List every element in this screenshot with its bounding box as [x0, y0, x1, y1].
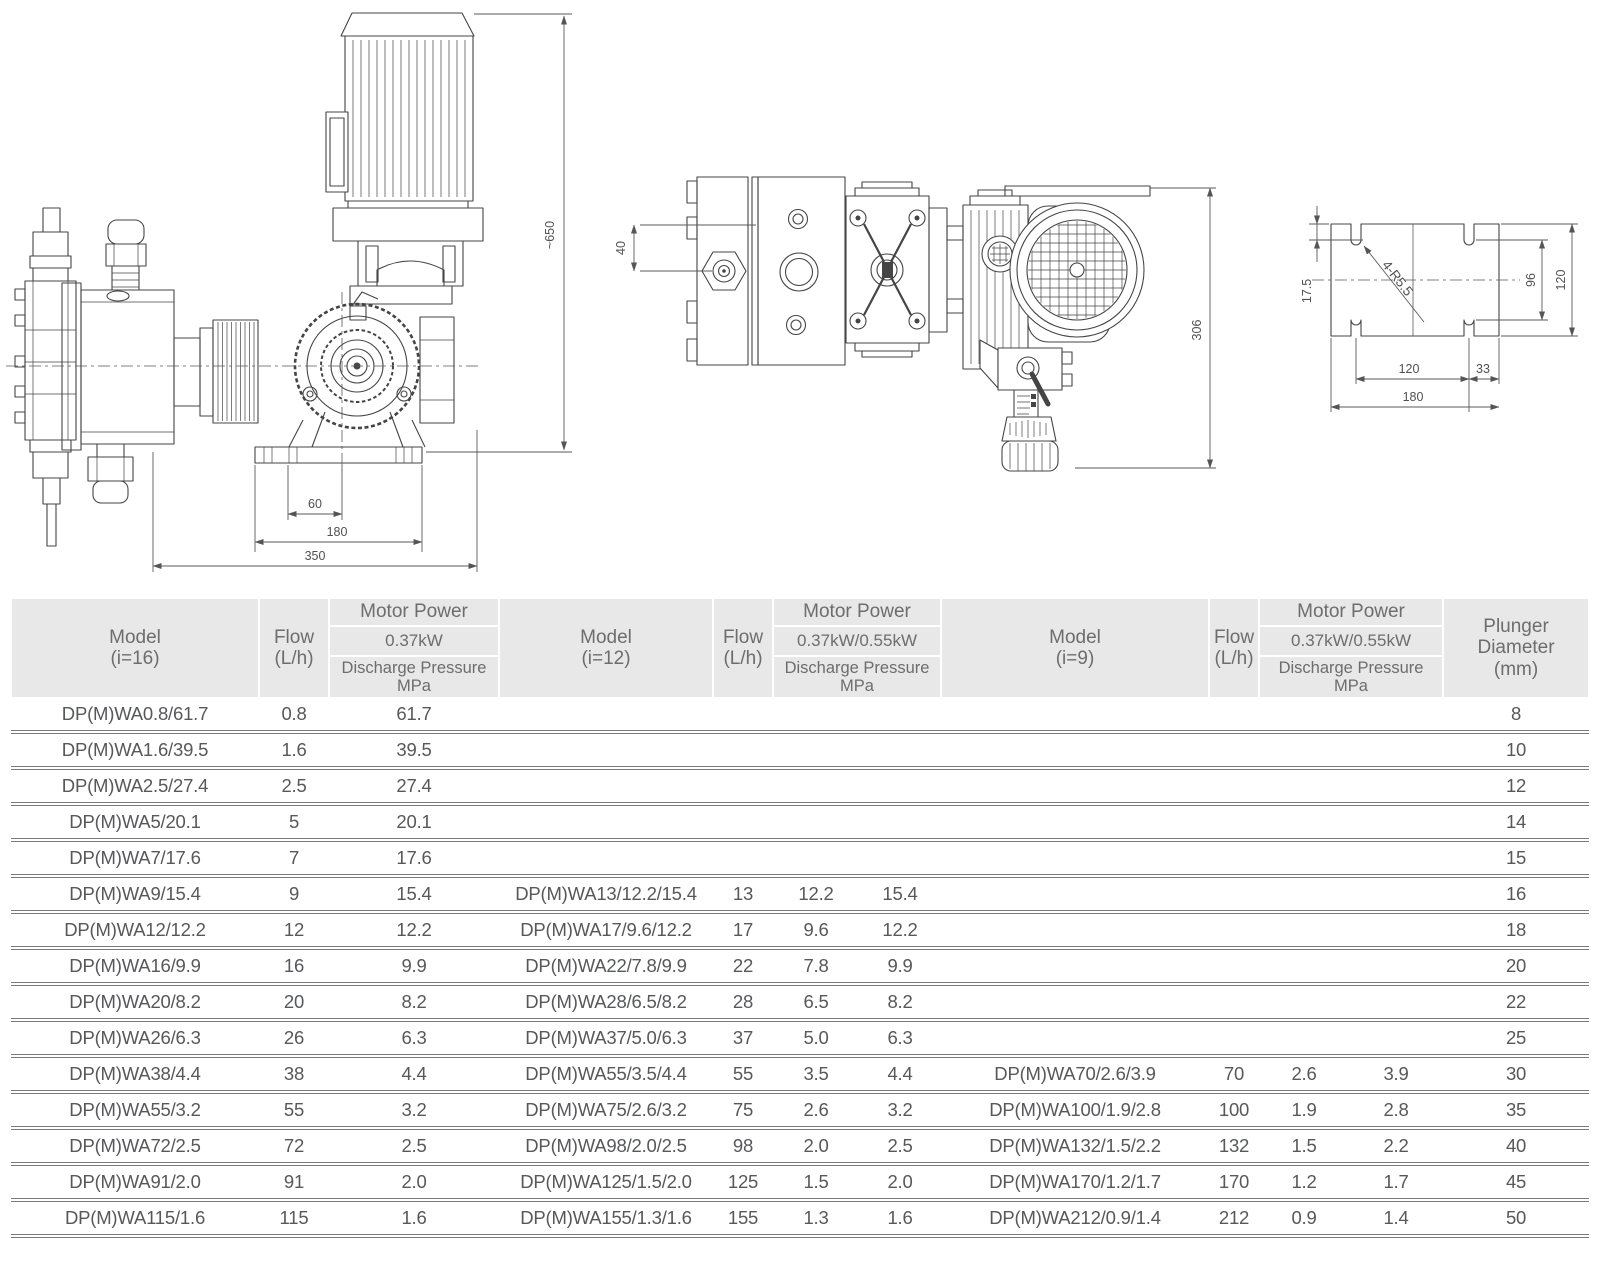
plunger-diameter: 18	[1443, 914, 1589, 950]
model-i16: DP(M)WA38/4.4	[11, 1058, 259, 1094]
table-row	[11, 698, 1589, 734]
pressure-037kw-i12	[773, 770, 859, 806]
dim-slot-span-vertical: 96	[1524, 273, 1538, 287]
flow-i12	[713, 698, 773, 734]
pressure-037kw-i12: 2.0	[773, 1130, 859, 1166]
model-i16: DP(M)WA72/2.5	[11, 1130, 259, 1166]
table-row	[11, 950, 1589, 986]
flow-i9	[1209, 878, 1259, 914]
header-model-i9-ratio: (i=9)	[1055, 648, 1095, 669]
model-i12: DP(M)WA125/1.5/2.0	[499, 1166, 713, 1202]
pressure-037kw-i16: 3.2	[329, 1094, 499, 1130]
pressure-037kw-i9	[1259, 914, 1349, 950]
flow-i12	[713, 770, 773, 806]
flow-i12: 125	[713, 1166, 773, 1202]
model-i9	[941, 698, 1209, 734]
model-i12	[499, 770, 713, 806]
flow-i16: 72	[259, 1130, 329, 1166]
pressure-037kw-i16: 2.5	[329, 1130, 499, 1166]
pressure-055kw-i9: 2.2	[1349, 1130, 1443, 1166]
model-i16: DP(M)WA7/17.6	[11, 842, 259, 878]
table-row	[11, 806, 1589, 842]
table-row	[11, 1130, 1589, 1166]
pressure-055kw-i12: 8.2	[859, 986, 941, 1022]
flow-i9	[1209, 734, 1259, 770]
model-i9: DP(M)WA132/1.5/2.2	[941, 1130, 1209, 1166]
header-discharge-i16-label: Discharge Pressure	[341, 658, 487, 677]
dim-height-overall: ~650	[543, 220, 557, 250]
flow-i12: 17	[713, 914, 773, 950]
pressure-037kw-i16: 61.7	[329, 698, 499, 734]
pressure-037kw-i16: 27.4	[329, 770, 499, 806]
model-i12	[499, 698, 713, 734]
table-row	[11, 878, 1589, 914]
header-model-i12-ratio: (i=12)	[581, 648, 631, 669]
header-motor-power-i12: Motor Power	[773, 598, 941, 626]
flow-i16: 7	[259, 842, 329, 878]
dim-base-mid: 180	[326, 525, 348, 539]
header-flow-i16-unit: (L/h)	[274, 648, 314, 669]
flow-i16: 16	[259, 950, 329, 986]
model-i16: DP(M)WA115/1.6	[11, 1202, 259, 1238]
flow-i12: 37	[713, 1022, 773, 1058]
pressure-037kw-i9	[1259, 950, 1349, 986]
flow-i16: 5	[259, 806, 329, 842]
pressure-037kw-i16: 17.6	[329, 842, 499, 878]
model-i16: DP(M)WA5/20.1	[11, 806, 259, 842]
model-i9	[941, 806, 1209, 842]
top-view-linework	[687, 177, 1150, 471]
pressure-037kw-i9	[1259, 842, 1349, 878]
plunger-diameter: 40	[1443, 1130, 1589, 1166]
header-power-i12: 0.37kW/0.55kW	[773, 626, 941, 656]
header-model-i12	[499, 598, 713, 698]
flow-i9	[1209, 806, 1259, 842]
flow-i12: 98	[713, 1130, 773, 1166]
header-model-i12-label: Model	[580, 626, 632, 648]
flow-i9: 170	[1209, 1166, 1259, 1202]
model-i9	[941, 914, 1209, 950]
dim-base-overall: 350	[304, 549, 326, 563]
flow-i9: 132	[1209, 1130, 1259, 1166]
base-plate-drawing	[1250, 180, 1600, 420]
plunger-diameter: 10	[1443, 734, 1589, 770]
header-model-i16-ratio: (i=16)	[110, 648, 160, 669]
pressure-037kw-i16: 1.6	[329, 1202, 499, 1238]
model-i9: DP(M)WA170/1.2/1.7	[941, 1166, 1209, 1202]
header-flow-i9	[1209, 598, 1259, 698]
model-i9: DP(M)WA70/2.6/3.9	[941, 1058, 1209, 1094]
pressure-055kw-i12: 6.3	[859, 1022, 941, 1058]
plunger-diameter: 20	[1443, 950, 1589, 986]
flow-i9: 212	[1209, 1202, 1259, 1238]
model-i12: DP(M)WA75/2.6/3.2	[499, 1094, 713, 1130]
dim-port-offset: 40	[614, 241, 628, 255]
pressure-037kw-i12: 2.6	[773, 1094, 859, 1130]
pressure-037kw-i16: 15.4	[329, 878, 499, 914]
flow-i9	[1209, 914, 1259, 950]
flow-i16: 91	[259, 1166, 329, 1202]
plunger-diameter: 16	[1443, 878, 1589, 914]
model-i9	[941, 770, 1209, 806]
pressure-055kw-i9	[1349, 842, 1443, 878]
pressure-055kw-i9	[1349, 878, 1443, 914]
pressure-037kw-i9: 1.2	[1259, 1166, 1349, 1202]
flow-i16: 12	[259, 914, 329, 950]
pressure-055kw-i12	[859, 698, 941, 734]
flow-i16: 9	[259, 878, 329, 914]
spec-table	[11, 598, 1589, 1238]
table-row	[11, 914, 1589, 950]
pressure-037kw-i12	[773, 698, 859, 734]
flow-i12	[713, 806, 773, 842]
flow-i16: 55	[259, 1094, 329, 1130]
table-row	[11, 986, 1589, 1022]
pressure-055kw-i12	[859, 806, 941, 842]
model-i16: DP(M)WA16/9.9	[11, 950, 259, 986]
model-i16: DP(M)WA12/12.2	[11, 914, 259, 950]
pressure-055kw-i9	[1349, 770, 1443, 806]
pressure-037kw-i9: 1.5	[1259, 1130, 1349, 1166]
pressure-037kw-i9	[1259, 1022, 1349, 1058]
header-discharge-i16-unit: MPa	[397, 677, 431, 695]
table-row	[11, 1094, 1589, 1130]
plunger-diameter: 15	[1443, 842, 1589, 878]
flow-i12: 75	[713, 1094, 773, 1130]
header-motor-power-i16: Motor Power	[329, 598, 499, 626]
model-i16: DP(M)WA26/6.3	[11, 1022, 259, 1058]
plunger-diameter: 12	[1443, 770, 1589, 806]
model-i16: DP(M)WA91/2.0	[11, 1166, 259, 1202]
pressure-037kw-i16: 12.2	[329, 914, 499, 950]
flow-i9	[1209, 986, 1259, 1022]
model-i16: DP(M)WA20/8.2	[11, 986, 259, 1022]
header-plunger-line2: Diameter	[1477, 637, 1555, 659]
front-view-drawing	[0, 0, 580, 580]
model-i12	[499, 842, 713, 878]
pressure-037kw-i9	[1259, 698, 1349, 734]
dim-slot-span-horizontal: 120	[1398, 362, 1420, 376]
header-model-i9	[941, 598, 1209, 698]
pressure-037kw-i12: 6.5	[773, 986, 859, 1022]
header-plunger-line3: (mm)	[1493, 658, 1539, 680]
plunger-diameter: 8	[1443, 698, 1589, 734]
header-flow-i9-unit: (L/h)	[1214, 648, 1254, 669]
model-i16: DP(M)WA2.5/27.4	[11, 770, 259, 806]
header-discharge-i12-label: Discharge Pressure	[784, 658, 930, 677]
pressure-037kw-i16: 20.1	[329, 806, 499, 842]
pressure-055kw-i12	[859, 734, 941, 770]
pressure-037kw-i9: 1.9	[1259, 1094, 1349, 1130]
pressure-037kw-i9: 0.9	[1259, 1202, 1349, 1238]
pressure-055kw-i12: 12.2	[859, 914, 941, 950]
model-i12: DP(M)WA13/12.2/15.4	[499, 878, 713, 914]
pressure-037kw-i9: 2.6	[1259, 1058, 1349, 1094]
pressure-055kw-i9	[1349, 734, 1443, 770]
pressure-055kw-i12: 4.4	[859, 1058, 941, 1094]
flow-i9	[1209, 698, 1259, 734]
model-i12: DP(M)WA55/3.5/4.4	[499, 1058, 713, 1094]
pressure-055kw-i9	[1349, 950, 1443, 986]
plunger-diameter: 45	[1443, 1166, 1589, 1202]
flow-i16: 0.8	[259, 698, 329, 734]
pressure-037kw-i12: 7.8	[773, 950, 859, 986]
dim-plate-width: 180	[1402, 390, 1424, 404]
table-row	[11, 734, 1589, 770]
model-i9: DP(M)WA212/0.9/1.4	[941, 1202, 1209, 1238]
pressure-055kw-i12: 1.6	[859, 1202, 941, 1238]
table-row	[11, 1022, 1589, 1058]
model-i12: DP(M)WA37/5.0/6.3	[499, 1022, 713, 1058]
pressure-055kw-i9: 2.8	[1349, 1094, 1443, 1130]
spec-table-header	[11, 598, 1589, 698]
model-i9	[941, 1022, 1209, 1058]
header-flow-i12	[713, 598, 773, 698]
dim-slot-offset: 17.5	[1300, 278, 1314, 304]
pressure-037kw-i16: 39.5	[329, 734, 499, 770]
pressure-037kw-i12: 1.5	[773, 1166, 859, 1202]
pressure-037kw-i16: 4.4	[329, 1058, 499, 1094]
flow-i12: 28	[713, 986, 773, 1022]
pressure-055kw-i9	[1349, 914, 1443, 950]
pressure-055kw-i12: 9.9	[859, 950, 941, 986]
front-view-linework	[15, 13, 483, 546]
flow-i16: 26	[259, 1022, 329, 1058]
table-row	[11, 842, 1589, 878]
pressure-037kw-i9	[1259, 806, 1349, 842]
pressure-037kw-i16: 2.0	[329, 1166, 499, 1202]
pressure-037kw-i9	[1259, 878, 1349, 914]
flow-i9: 100	[1209, 1094, 1259, 1130]
model-i9	[941, 842, 1209, 878]
pressure-055kw-i12: 2.5	[859, 1130, 941, 1166]
flow-i12: 13	[713, 878, 773, 914]
model-i12: DP(M)WA155/1.3/1.6	[499, 1202, 713, 1238]
header-flow-i9-label: Flow	[1213, 626, 1255, 648]
plunger-diameter: 25	[1443, 1022, 1589, 1058]
header-power-i9: 0.37kW/0.55kW	[1259, 626, 1443, 656]
pressure-055kw-i9	[1349, 986, 1443, 1022]
model-i16: DP(M)WA0.8/61.7	[11, 698, 259, 734]
pressure-037kw-i12	[773, 842, 859, 878]
pressure-055kw-i9	[1349, 698, 1443, 734]
header-model-i16-label: Model	[109, 626, 161, 648]
drawings-section	[0, 0, 1600, 598]
label-slot-radius: 4-R5.5	[1379, 257, 1416, 299]
spec-table-body	[11, 698, 1589, 1238]
pressure-055kw-i9: 3.9	[1349, 1058, 1443, 1094]
flow-i9	[1209, 1022, 1259, 1058]
flow-i12: 155	[713, 1202, 773, 1238]
flow-i12	[713, 734, 773, 770]
header-flow-i12-unit: (L/h)	[723, 648, 763, 669]
pressure-037kw-i16: 8.2	[329, 986, 499, 1022]
table-row	[11, 1058, 1589, 1094]
header-plunger-line1: Plunger	[1483, 616, 1549, 638]
plunger-diameter: 35	[1443, 1094, 1589, 1130]
dim-plate-height: 120	[1554, 269, 1568, 291]
flow-i16: 2.5	[259, 770, 329, 806]
plunger-diameter: 30	[1443, 1058, 1589, 1094]
flow-i16: 20	[259, 986, 329, 1022]
header-flow-i12-label: Flow	[722, 626, 764, 648]
model-i9	[941, 986, 1209, 1022]
pressure-037kw-i16: 9.9	[329, 950, 499, 986]
model-i9	[941, 950, 1209, 986]
flow-i12: 22	[713, 950, 773, 986]
header-flow-i16	[259, 598, 329, 698]
pressure-055kw-i12: 2.0	[859, 1166, 941, 1202]
header-model-i16	[11, 598, 259, 698]
pressure-037kw-i12: 1.3	[773, 1202, 859, 1238]
model-i16: DP(M)WA1.6/39.5	[11, 734, 259, 770]
dim-base-inner: 60	[308, 497, 322, 511]
table-row	[11, 770, 1589, 806]
pressure-037kw-i12: 3.5	[773, 1058, 859, 1094]
flow-i16: 38	[259, 1058, 329, 1094]
plunger-diameter: 22	[1443, 986, 1589, 1022]
pressure-037kw-i12: 12.2	[773, 878, 859, 914]
pressure-037kw-i12	[773, 734, 859, 770]
pressure-037kw-i12	[773, 806, 859, 842]
flow-i12: 55	[713, 1058, 773, 1094]
plunger-diameter: 50	[1443, 1202, 1589, 1238]
header-model-i9-label: Model	[1049, 626, 1101, 648]
header-discharge-i12	[773, 656, 941, 698]
flow-i9: 70	[1209, 1058, 1259, 1094]
plunger-diameter: 14	[1443, 806, 1589, 842]
model-i9	[941, 734, 1209, 770]
header-discharge-i9	[1259, 656, 1443, 698]
pressure-037kw-i9	[1259, 770, 1349, 806]
model-i12: DP(M)WA17/9.6/12.2	[499, 914, 713, 950]
pressure-055kw-i9	[1349, 806, 1443, 842]
header-power-i16: 0.37kW	[329, 626, 499, 656]
pressure-037kw-i9	[1259, 734, 1349, 770]
header-motor-power-i9: Motor Power	[1259, 598, 1443, 626]
header-discharge-i16	[329, 656, 499, 698]
header-discharge-i12-unit: MPa	[840, 677, 874, 695]
pressure-055kw-i12	[859, 842, 941, 878]
pressure-055kw-i9	[1349, 1022, 1443, 1058]
dim-depth-overall: 306	[1190, 319, 1204, 341]
flow-i16: 115	[259, 1202, 329, 1238]
flow-i9	[1209, 770, 1259, 806]
flow-i9	[1209, 950, 1259, 986]
flow-i12	[713, 842, 773, 878]
pressure-037kw-i12: 9.6	[773, 914, 859, 950]
pressure-037kw-i16: 6.3	[329, 1022, 499, 1058]
header-plunger-diameter	[1443, 598, 1589, 698]
header-discharge-i9-unit: MPa	[1334, 677, 1368, 695]
dim-side-offset: 33	[1476, 362, 1490, 376]
flow-i9	[1209, 842, 1259, 878]
model-i12	[499, 734, 713, 770]
pressure-055kw-i12: 15.4	[859, 878, 941, 914]
pressure-055kw-i12	[859, 770, 941, 806]
top-view-drawing	[600, 130, 1240, 500]
model-i16: DP(M)WA9/15.4	[11, 878, 259, 914]
pressure-037kw-i9	[1259, 986, 1349, 1022]
header-flow-i16-label: Flow	[273, 626, 315, 648]
model-i12: DP(M)WA98/2.0/2.5	[499, 1130, 713, 1166]
flow-i16: 1.6	[259, 734, 329, 770]
model-i12: DP(M)WA22/7.8/9.9	[499, 950, 713, 986]
pressure-055kw-i12: 3.2	[859, 1094, 941, 1130]
table-row	[11, 1202, 1589, 1238]
model-i12: DP(M)WA28/6.5/8.2	[499, 986, 713, 1022]
table-row	[11, 1166, 1589, 1202]
pressure-055kw-i9: 1.4	[1349, 1202, 1443, 1238]
header-discharge-i9-label: Discharge Pressure	[1278, 658, 1424, 677]
model-i9: DP(M)WA100/1.9/2.8	[941, 1094, 1209, 1130]
model-i16: DP(M)WA55/3.2	[11, 1094, 259, 1130]
pressure-037kw-i12: 5.0	[773, 1022, 859, 1058]
model-i12	[499, 806, 713, 842]
pressure-055kw-i9: 1.7	[1349, 1166, 1443, 1202]
model-i9	[941, 878, 1209, 914]
